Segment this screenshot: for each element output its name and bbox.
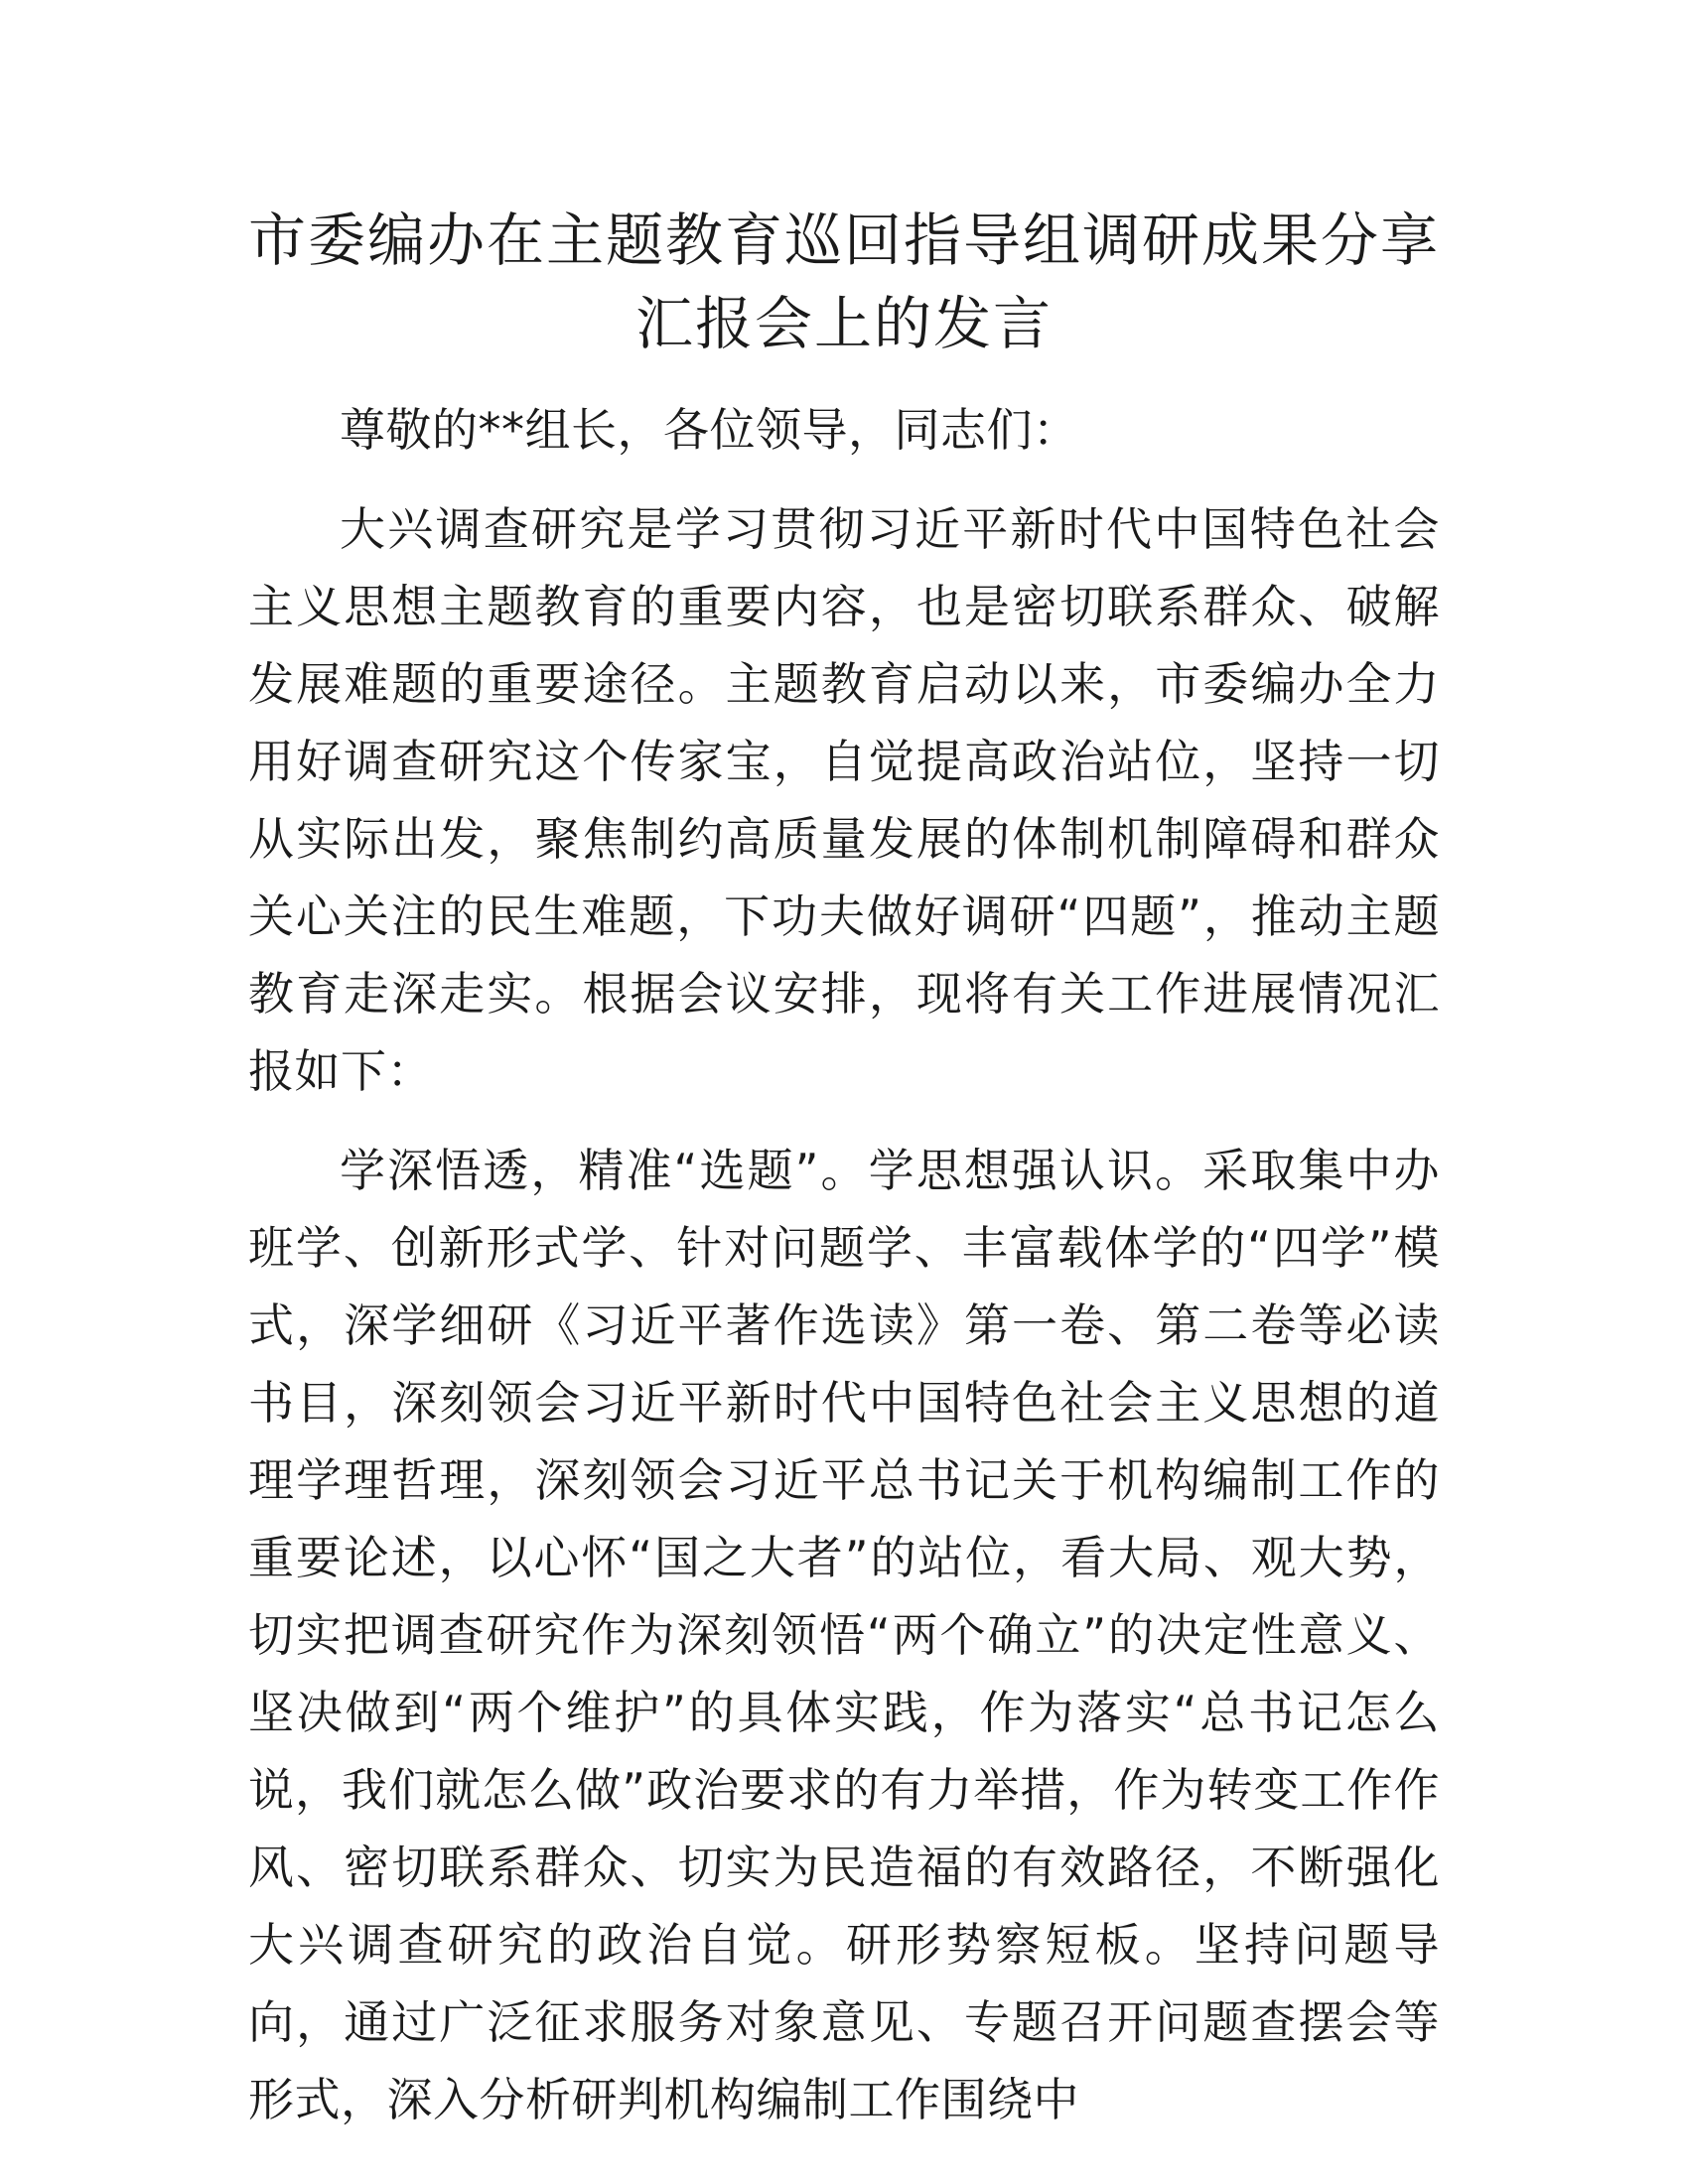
title-line-2: 汇报会上的发言 — [634, 290, 1053, 357]
salutation: 尊敬的**组长，各位领导，同志们： — [340, 403, 1079, 457]
paragraph-intro: 大兴调查研究是学习贯彻习近平新时代中国特色社会主义思想主题教育的重要内容，也是密切联系群众、破解发展难题的重要途径。主题教育启动以来，市委编办全力用好调查研究这个传家宝，自觉提高政治站位，坚持一切从实际出发，聚焦制约高质量发展的体制机制障碍和群众关心关注的民生难题，下功夫做好调研“四题”，推动主题教育走深走实。根据会议安排，现将有关工作进展情况汇报如下： — [248, 502, 1440, 1098]
title-line-1: 市委编办在主题教育巡回指导组调研成果分享 — [248, 206, 1441, 274]
document-page — [248, 199, 1440, 2138]
document-title — [248, 199, 1440, 365]
paragraph-topic-selection: 学深悟透，精准“选题”。学思想强认识。采取集中办班学、创新形式学、针对问题学、丰富载体学的“四学”模式，深学细研《习近平著作选读》第一卷、第二卷等必读书目，深刻领会习近平新时代中国特色社会主义思想的道理学理哲理，深刻领会习近平总书记关于机构编制工作的重要论述，以心怀“国之大者”的站位，看大局、观大势，切实把调查研究作为深刻领悟“两个确立”的决定性意义、坚决做到“两个维护”的具体实践，作为落实“总书记怎么说，我们就怎么做”政治要求的有力举措，作为转变工作作风、密切联系群众、切实为民造福的有效路径，不断强化大兴调查研究的政治自觉。研形势察短板。坚持问题导向，通过广泛征求服务对象意见、专题召开问题查摆会等形式，深入分析研判机构编制工作围绕中 — [248, 1144, 1440, 2126]
